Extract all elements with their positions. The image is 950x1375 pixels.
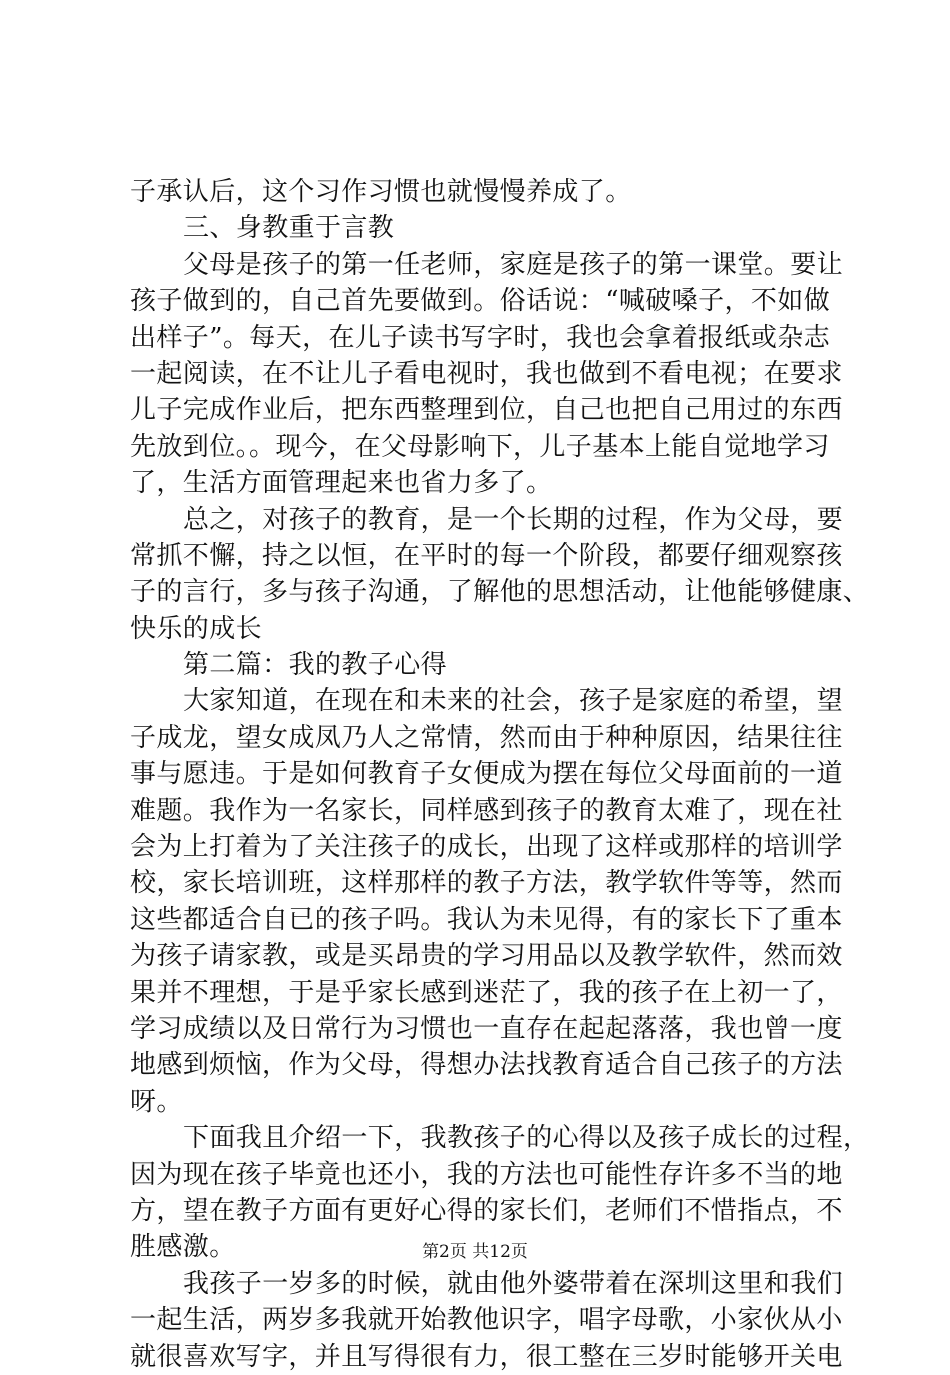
- text-line: 子的言行，多与孩子沟通，了解他的思想活动，让他能够健康、: [130, 577, 870, 608]
- text-line: 难题。我作为一名家长，同样感到孩子的教育太难了，现在社: [130, 795, 843, 826]
- text-line: 一起阅读，在不让儿子看电视时，我也做到不看电视；在要求: [130, 358, 843, 389]
- text-line: 儿子完成作业后，把东西整理到位，自己也把自己用过的东西: [130, 395, 843, 426]
- text-line: 校，家长培训班，这样那样的教子方法，教学软件等等，然而: [130, 868, 843, 899]
- text-line: 出样子”。每天，在儿子读书写字时，我也会拿着报纸或杂志: [130, 322, 831, 353]
- page-footer: 第2页 共12页: [422, 1242, 528, 1262]
- text-line: 这些都适合自已的孩子吗。我认为未见得，有的家长下了重本: [130, 904, 843, 935]
- text-line: 了，生活方面管理起来也省力多了。: [130, 468, 553, 499]
- text-line: 孩子做到的，自己首先要做到。俗话说：“喊破嗓子，不如做: [130, 286, 831, 317]
- text-line: 第二篇：我的教子心得: [183, 650, 448, 681]
- text-line: 地感到烦恼，作为父母，得想办法找教育适合自己孩子的方法: [130, 1050, 843, 1081]
- text-line: 快乐的成长: [130, 613, 263, 644]
- text-line: 果并不理想，于是乎家长感到迷茫了，我的孩子在上初一了，: [130, 977, 843, 1008]
- text-line: 父母是孩子的第一任老师，家庭是孩子的第一课堂。要让: [183, 249, 844, 280]
- text-line: 就很喜欢写字，并且写得很有力，很工整在三岁时能够开关电: [130, 1341, 843, 1372]
- text-line: 会为上打着为了关注孩子的成长，出现了这样或那样的培训学: [130, 832, 843, 863]
- document-body: [130, 174, 870, 1375]
- text-line: 我孩子一岁多的时候，就由他外婆带着在深圳这里和我们: [183, 1268, 844, 1299]
- text-line: 因为现在孩子毕竟也还小，我的方法也可能性存许多不当的地: [130, 1159, 843, 1190]
- text-line: 学习成绩以及日常行为习惯也一直存在起起落落，我也曾一度: [130, 1013, 843, 1044]
- text-line: 方，望在教子方面有更好心得的家长们，老师们不惜指点，不: [130, 1195, 843, 1226]
- text-line: 呀。: [130, 1086, 183, 1117]
- text-line: 一起生活，两岁多我就开始教他识字，唱字母歌，小家伙从小: [130, 1305, 843, 1336]
- text-line: 三、身教重于言教: [183, 213, 395, 244]
- text-line: 大家知道，在现在和未来的社会，孩子是家庭的希望，望: [183, 686, 844, 717]
- text-line: 总之，对孩子的教育，是一个长期的过程，作为父母，要: [183, 504, 844, 535]
- text-line: 事与愿违。于是如何教育子女便成为摆在每位父母面前的一道: [130, 759, 843, 790]
- text-line: 下面我且介绍一下，我教孩子的心得以及孩子成长的过程，: [183, 1123, 870, 1154]
- text-line: 胜感激。: [130, 1232, 236, 1263]
- text-line: 子成龙，望女成凤乃人之常情，然而由于种种原因，结果往往: [130, 722, 843, 753]
- text-line: 为孩子请家教，或是买昂贵的学习用品以及教学软件，然而效: [130, 941, 843, 972]
- text-line: 常抓不懈，持之以恒，在平时的每一个阶段，都要仔细观察孩: [130, 540, 843, 571]
- text-line: 先放到位。。现今，在父母影响下，儿子基本上能自觉地学习: [130, 431, 830, 462]
- text-line: 子承认后，这个习作习惯也就慢慢养成了。: [130, 177, 632, 207]
